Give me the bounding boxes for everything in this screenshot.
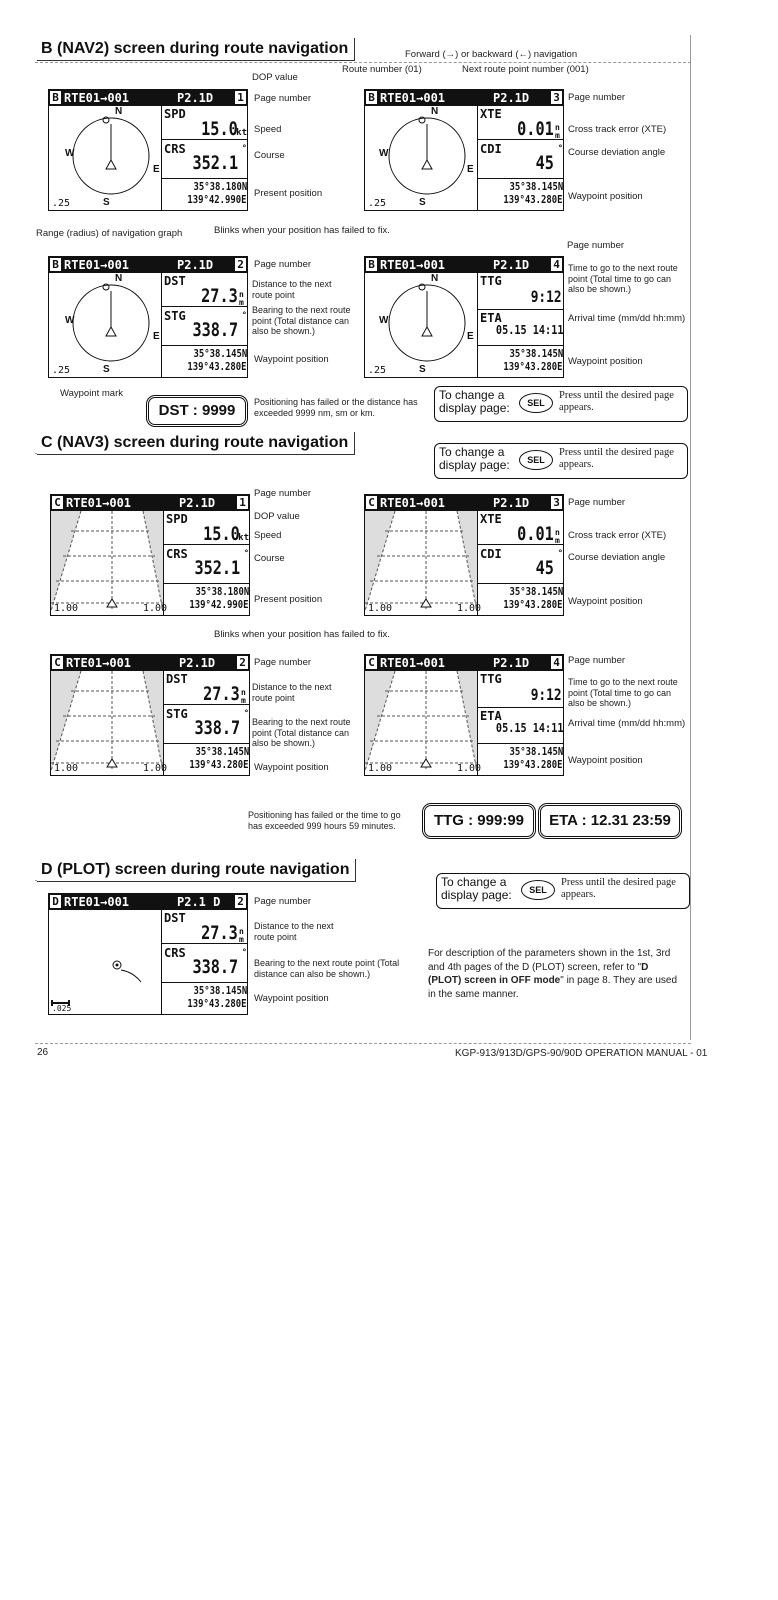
latitude: 35°38.145N <box>509 746 563 758</box>
field-unit-1: nm <box>239 290 244 307</box>
d-paragraph <box>428 947 678 1001</box>
page-number: 2 <box>237 656 248 669</box>
change-page-box-b <box>434 386 688 422</box>
highway-graph <box>365 671 477 775</box>
longitude: 139°43.280E <box>189 759 249 771</box>
label-waypoint-position: Waypoint position <box>568 191 643 202</box>
field-unit-1: nm <box>555 123 560 140</box>
route-label: RTE01→001 <box>380 656 446 670</box>
dop-value: P2.1D <box>493 496 530 510</box>
label-waypoint-position: Waypoint position <box>254 354 329 365</box>
field-unit-1: nm <box>555 528 560 545</box>
field-key-2: CRS <box>166 547 188 561</box>
dop-value: P2.1 D <box>177 895 221 909</box>
label-present-position: Present position <box>254 188 323 199</box>
range-left: 1.00 <box>368 763 393 774</box>
compass-s: S <box>103 197 110 208</box>
field-key-2: CRS <box>164 142 186 156</box>
dop-value: P2.1D <box>493 258 530 272</box>
field-value-1: 27.3 <box>203 683 240 705</box>
compass-w: W <box>65 148 75 159</box>
label-dst-fail: Positioning has failed or the distance has exceeded 9999 nm, sm or km. <box>254 397 418 418</box>
change-line2: display page: <box>441 888 512 902</box>
range-right: 1.00 <box>457 763 482 774</box>
footer-manual: KGP-913/913D/GPS-90/90D OPERATION MANUAL - 01 <box>455 1048 708 1059</box>
field-unit-2: ° <box>557 144 563 154</box>
footer-rule <box>35 1043 691 1044</box>
warning-eta: ETA : 12.31 23:59 <box>538 803 682 839</box>
field-value-2: 338.7 <box>194 717 240 739</box>
mode-letter: D <box>50 895 61 908</box>
change-press: Press until the desired page appears. <box>559 390 674 413</box>
longitude: 139°43.280E <box>503 599 563 611</box>
field-value-2: 05.15 14:11 <box>495 323 563 337</box>
route-label: RTE01→001 <box>64 258 130 272</box>
label-dop-value: DOP value <box>252 72 298 83</box>
mode-letter: C <box>366 496 377 509</box>
sel-button[interactable]: SEL <box>519 393 553 413</box>
change-line1: To change a <box>439 445 505 459</box>
change-press: Press until the desired page appears. <box>561 877 676 900</box>
field-unit-1: nm <box>241 688 246 705</box>
field-value-2: 352.1 <box>192 152 238 174</box>
longitude: 139°43.280E <box>187 998 247 1010</box>
field-key-1: TTG <box>480 274 502 288</box>
label-forward-backward: Forward (→) or backward (←) navigation <box>405 49 578 60</box>
label-page-number: Page number <box>568 92 626 103</box>
field-key-2: CDI <box>480 142 502 156</box>
route-label: RTE01→001 <box>64 91 130 105</box>
field-key-1: XTE <box>480 107 502 121</box>
label-bearing-next: Bearing to the next route point (Total distance can also be shown.) <box>252 717 351 748</box>
field-key-1: XTE <box>480 512 502 526</box>
range-left: 1.00 <box>368 603 393 614</box>
label-ttg-desc: Time to go to the next route point (Total time to go can also be shown.) <box>568 677 678 708</box>
mode-letter: C <box>366 656 377 669</box>
latitude: 35°38.145N <box>193 348 247 360</box>
field-value-1: 0.01 <box>517 523 554 545</box>
label-page-number: Page number <box>254 259 312 270</box>
field-key-1: TTG <box>480 672 502 686</box>
d-paragraph-bold: D (PLOT) screen in OFF mode <box>428 961 649 986</box>
mode-letter: C <box>52 656 63 669</box>
field-unit-1: kt <box>238 533 249 543</box>
range-value: .25 <box>52 198 71 209</box>
d-paragraph-pre: For description of the parameters shown in the 1st, 3rd and 4th pages of the D (PLOT) screen, refer to " <box>428 948 671 973</box>
page-number: 4 <box>551 656 562 669</box>
longitude: 139°43.280E <box>503 759 563 771</box>
change-line1: To change a <box>441 875 507 889</box>
dop-value: P2.1D <box>179 656 216 670</box>
range-value: .25 <box>368 365 387 376</box>
change-page-box-d <box>436 873 690 909</box>
field-key-2: CDI <box>480 547 502 561</box>
highway-graph <box>51 671 163 775</box>
change-line2: display page: <box>439 458 510 472</box>
range-value: .25 <box>52 365 71 376</box>
change-line1: To change a <box>439 388 505 402</box>
compass-n: N <box>431 273 439 284</box>
field-key-1: SPD <box>166 512 188 526</box>
label-page-number: Page number <box>568 655 626 666</box>
latitude: 35°38.145N <box>509 586 563 598</box>
page-number: 2 <box>235 895 246 908</box>
route-label: RTE01→001 <box>64 895 130 909</box>
data-panel <box>161 910 248 1014</box>
change-press: Press until the desired page appears. <box>559 447 674 470</box>
screen-d-page2 <box>48 893 248 1015</box>
page-number: 2 <box>235 258 246 271</box>
label-page-number: Page number <box>254 93 312 104</box>
latitude: 35°38.145N <box>193 985 247 997</box>
compass-w: W <box>65 315 75 326</box>
field-unit-2: ° <box>243 709 249 719</box>
page-number: 4 <box>551 258 562 271</box>
label-ttg-desc: Time to go to the next route point (Total time to go can also be shown.) <box>568 263 678 294</box>
label-distance-next: Distance to the next route point <box>254 921 334 942</box>
top-rule <box>35 62 691 63</box>
plot-graph <box>49 910 161 1014</box>
route-label: RTE01→001 <box>380 496 446 510</box>
field-value-2: 05.15 14:11 <box>495 721 563 735</box>
field-key-2: STG <box>166 707 188 721</box>
page-number: 3 <box>551 91 562 104</box>
label-xte: Cross track error (XTE) <box>568 530 667 541</box>
label-cdi: Course deviation angle <box>568 147 666 158</box>
latitude: 35°38.180N <box>195 586 249 598</box>
change-page-box-c <box>434 443 688 479</box>
label-waypoint-position: Waypoint position <box>254 993 329 1004</box>
compass-w: W <box>379 315 389 326</box>
field-value-1: 27.3 <box>201 285 238 307</box>
label-waypoint-position: Waypoint position <box>568 596 643 607</box>
compass-s: S <box>419 197 426 208</box>
label-blinks: Blinks when your position has failed to fix. <box>214 225 390 236</box>
label-page-number: Page number <box>254 657 312 668</box>
field-value-2: 352.1 <box>194 557 240 579</box>
data-panel <box>161 273 248 377</box>
label-distance-next: Distance to the next route point <box>252 279 332 300</box>
field-key-1: SPD <box>164 107 186 121</box>
page-number: 1 <box>237 496 248 509</box>
page-number: 3 <box>551 496 562 509</box>
screen-c-page2 <box>50 654 250 776</box>
compass-n: N <box>115 273 123 284</box>
sel-button[interactable]: SEL <box>521 880 555 900</box>
compass-s: S <box>103 364 110 375</box>
field-key-2: STG <box>164 309 186 323</box>
label-xte: Cross track error (XTE) <box>568 124 667 135</box>
label-speed: Speed <box>254 530 282 541</box>
label-page-number: Page number <box>254 896 312 907</box>
label-distance-next: Distance to the next route point <box>252 682 332 703</box>
field-unit-1: nm <box>239 927 244 944</box>
latitude: 35°38.145N <box>195 746 249 758</box>
field-unit-2: ° <box>241 311 247 321</box>
field-value-2: 45 <box>535 557 554 579</box>
label-course: Course <box>254 553 285 564</box>
field-unit-2: ° <box>557 549 563 559</box>
field-value-2: 45 <box>535 152 554 174</box>
field-value-1: 27.3 <box>201 922 238 944</box>
label-speed: Speed <box>254 124 282 135</box>
compass-n: N <box>115 106 123 117</box>
field-value-1: 9:12 <box>531 287 562 306</box>
dop-value: P2.1D <box>179 496 216 510</box>
screen-b-page1 <box>48 89 248 211</box>
longitude: 139°43.280E <box>503 361 563 373</box>
field-value-1: 0.01 <box>517 118 554 140</box>
screen-b-page3 <box>364 89 564 211</box>
section-d-title: D (PLOT) screen during route navigation <box>37 859 356 882</box>
label-arrival-time: Arrival time (mm/dd hh:mm) <box>568 313 686 324</box>
compass-e: E <box>153 164 160 175</box>
screen-b-page4 <box>364 256 564 378</box>
dop-value: P2.1D <box>493 656 530 670</box>
range-value: .025 <box>52 1004 72 1013</box>
field-value-1: 9:12 <box>531 685 562 704</box>
d-paragraph-post: " in page 8. They are used in the same manner. <box>428 975 678 1000</box>
field-unit-1: kt <box>236 128 247 138</box>
compass-n: N <box>431 106 439 117</box>
field-unit-2: ° <box>241 144 247 154</box>
screen-c-page3 <box>364 494 564 616</box>
footer-page-number: 26 <box>37 1047 49 1058</box>
field-key-2: CRS <box>164 946 186 960</box>
field-value-2: 338.7 <box>192 956 238 978</box>
page-number: 1 <box>235 91 246 104</box>
label-blinks: Blinks when your position has failed to fix. <box>214 629 390 640</box>
field-key-1: DST <box>164 274 186 288</box>
longitude: 139°42.990E <box>189 599 249 611</box>
field-unit-2: ° <box>241 948 247 958</box>
label-present-position: Present position <box>254 594 323 605</box>
label-arrival-time: Arrival time (mm/dd hh:mm) <box>568 718 686 729</box>
longitude: 139°43.280E <box>503 194 563 206</box>
compass-s: S <box>419 364 426 375</box>
range-right: 1.00 <box>457 603 482 614</box>
dop-value: P2.1D <box>177 91 214 105</box>
label-course: Course <box>254 150 285 161</box>
section-c-title: C (NAV3) screen during route navigation <box>37 432 355 455</box>
label-waypoint-position: Waypoint position <box>568 356 643 367</box>
warning-dst: DST : 9999 <box>146 395 248 427</box>
field-value-1: 15.0 <box>203 523 240 545</box>
label-cdi: Course deviation angle <box>568 552 666 563</box>
mode-letter: B <box>366 91 377 104</box>
latitude: 35°38.145N <box>509 181 563 193</box>
label-bearing-d: Bearing to the next route point (Total distance can also be shown.) <box>254 958 400 979</box>
label-route-number: Route number (01) <box>342 64 422 75</box>
compass-e: E <box>467 164 474 175</box>
dop-value: P2.1D <box>493 91 530 105</box>
range-left: 1.00 <box>54 603 79 614</box>
field-key-2: ETA <box>480 311 502 325</box>
latitude: 35°38.180N <box>193 181 247 193</box>
right-rule <box>690 35 691 1040</box>
field-key-1: DST <box>166 672 188 686</box>
label-waypoint-mark: Waypoint mark <box>60 388 123 399</box>
field-value-1: 15.0 <box>201 118 238 140</box>
data-panel <box>477 106 564 210</box>
screen-c-page1 <box>50 494 250 616</box>
label-page-number: Page number <box>567 240 625 251</box>
screen-b-page2 <box>48 256 248 378</box>
section-b-title: B (NAV2) screen during route navigation <box>37 38 355 61</box>
label-waypoint-position: Waypoint position <box>254 762 329 773</box>
data-panel <box>163 511 250 615</box>
compass-w: W <box>379 148 389 159</box>
label-page-number: Page number <box>254 488 312 499</box>
route-label: RTE01→001 <box>380 91 446 105</box>
mode-letter: C <box>52 496 63 509</box>
range-left: 1.00 <box>54 763 79 774</box>
highway-graph <box>51 511 163 615</box>
field-value-2: 338.7 <box>192 319 238 341</box>
compass-e: E <box>467 331 474 342</box>
range-value: .25 <box>368 198 387 209</box>
data-panel <box>161 106 248 210</box>
mode-letter: B <box>50 258 61 271</box>
label-next-route-point: Next route point number (001) <box>462 64 589 75</box>
mode-letter: B <box>366 258 377 271</box>
dop-value: P2.1D <box>177 258 214 272</box>
data-panel <box>477 273 564 377</box>
change-line2: display page: <box>439 401 510 415</box>
label-bearing-next: Bearing to the next route point (Total distance can also be shown.) <box>252 305 351 336</box>
screen-c-page4 <box>364 654 564 776</box>
warning-ttg: TTG : 999:99 <box>422 803 536 839</box>
route-label: RTE01→001 <box>380 258 446 272</box>
route-label: RTE01→001 <box>66 656 132 670</box>
label-range-radius: Range (radius) of navigation graph <box>36 228 183 239</box>
range-right: 1.00 <box>143 603 168 614</box>
route-label: RTE01→001 <box>66 496 132 510</box>
data-panel <box>163 671 250 775</box>
field-key-2: ETA <box>480 709 502 723</box>
label-waypoint-position: Waypoint position <box>568 755 643 766</box>
data-panel <box>477 671 564 775</box>
field-unit-2: ° <box>243 549 249 559</box>
label-dop-value: DOP value <box>254 511 300 522</box>
label-ttg-fail: Positioning has failed or the time to go has exceeded 999 hours 59 minutes. <box>248 810 401 831</box>
latitude: 35°38.145N <box>509 348 563 360</box>
longitude: 139°43.280E <box>187 361 247 373</box>
data-panel <box>477 511 564 615</box>
compass-e: E <box>153 331 160 342</box>
longitude: 139°42.990E <box>187 194 247 206</box>
field-key-1: DST <box>164 911 186 925</box>
sel-button[interactable]: SEL <box>519 450 553 470</box>
highway-graph <box>365 511 477 615</box>
label-page-number: Page number <box>568 497 626 508</box>
mode-letter: B <box>50 91 61 104</box>
range-right: 1.00 <box>143 763 168 774</box>
